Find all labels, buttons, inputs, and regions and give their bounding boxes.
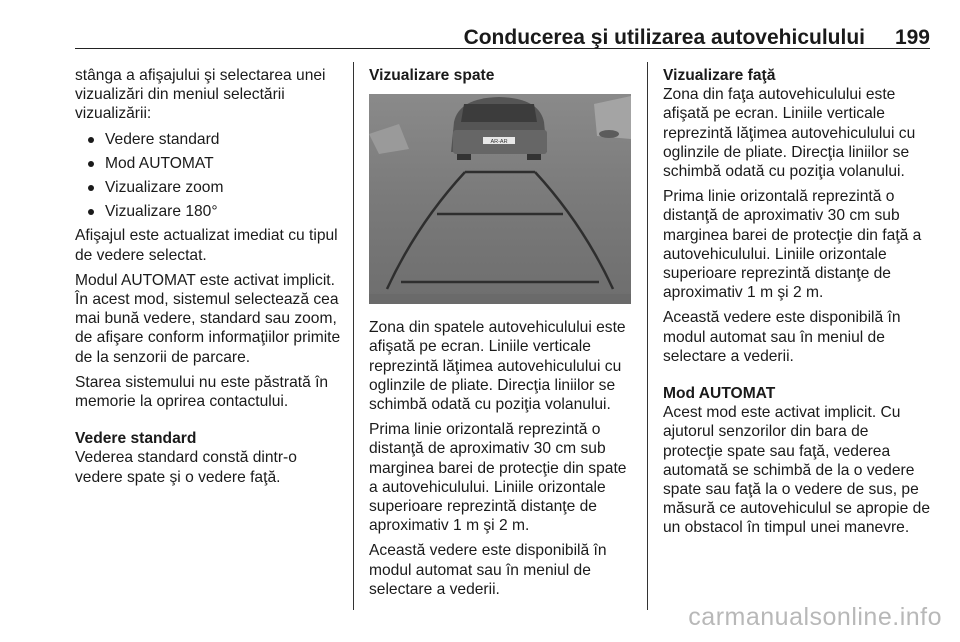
column-divider xyxy=(353,62,354,610)
car-ahead xyxy=(451,97,547,160)
paragraph: Prima linie orizontală reprezintă o distanţă de aproximativ 30 cm sub marginea barei de protecţie din spate a autovehiculului. Liniile orizontale superioare reprezintă distanţe de aproximativ 1 m şi 2 m. xyxy=(369,421,627,535)
column-left xyxy=(75,66,347,493)
list-item: Vedere standard xyxy=(75,130,347,149)
paragraph: Acest mod este activat implicit. Cu ajutorul senzorilor din bara de protecţie spate sau faţă, vederea automată se schimbă de la o vedere spate sau faţă la o vedere de sus, pe măsură ce autovehiculul se apropie de un obstacol în timpul unei manevre. xyxy=(663,404,930,537)
paragraph: Prima linie orizontală reprezintă o distanţă de aproximativ 30 cm sub marginea barei de protecţie din faţă a autovehiculului. Liniile orizontale superioare reprezintă distanţe de aproximativ 1 m şi 2 m. xyxy=(663,188,922,302)
paragraph: stânga a afişajului şi selectarea unei vizualizări din meniul selectării vizualizării: xyxy=(75,67,326,123)
section-heading: Vizualizare faţă xyxy=(663,67,776,84)
watermark: carmanualsonline.info xyxy=(688,603,942,631)
svg-text:AR-AR: AR-AR xyxy=(490,139,508,146)
column-middle xyxy=(369,66,637,605)
section-heading: Vedere standard xyxy=(75,430,197,448)
section-heading: Vizualizare spate xyxy=(369,67,495,84)
list-item: Vizualizare zoom xyxy=(75,178,347,197)
paragraph: Afişajul este actualizat imediat cu tipul de vedere selectat. xyxy=(75,227,338,264)
view-options-list xyxy=(75,130,347,222)
column-divider xyxy=(647,62,648,610)
list-item: Mod AUTOMAT xyxy=(75,154,347,173)
column-right xyxy=(663,66,931,544)
paragraph: Vederea standard constă dintr-o vedere spate şi o vedere faţă. xyxy=(75,449,297,486)
paragraph: Zona din faţa autovehiculului este afişată pe ecran. Liniile verticale reprezintă lăţimea autovehiculului cu oglinzile de pliate. Direcţia liniilor se schimbă odată cu poziţia volanului. xyxy=(663,86,916,181)
paragraph: Modul AUTOMAT este activat implicit. În acest mod, sistemul selectează cea mai bună vedere, standard sau zoom, de afişare conform informaţiilor primite de la senzorii de parcare. xyxy=(75,271,341,366)
paragraph: Această vedere este disponibilă în modul automat sau în meniul de selectare a vederii. xyxy=(663,309,901,365)
page-title: Conducerea şi utilizarea autovehiculului xyxy=(463,26,865,49)
rear-camera-illustration xyxy=(369,94,631,304)
page-number: 199 xyxy=(894,26,930,49)
paragraph: Această vedere este disponibilă în modul automat sau în meniul de selectare a vederii. xyxy=(369,542,607,598)
paragraph: Zona din spatele autovehiculului este afişată pe ecran. Liniile verticale reprezintă lăţimea autovehiculului cu oglinzile de pliate. Direcţia liniilor se schimbă odată cu poziţia volanului. xyxy=(369,319,626,414)
list-item: Vizualizare 180° xyxy=(75,202,347,221)
section-heading: Mod AUTOMAT xyxy=(663,385,776,403)
paragraph: Starea sistemului nu este păstrată în memorie la oprirea contactului. xyxy=(75,373,329,411)
page-header xyxy=(75,18,930,49)
